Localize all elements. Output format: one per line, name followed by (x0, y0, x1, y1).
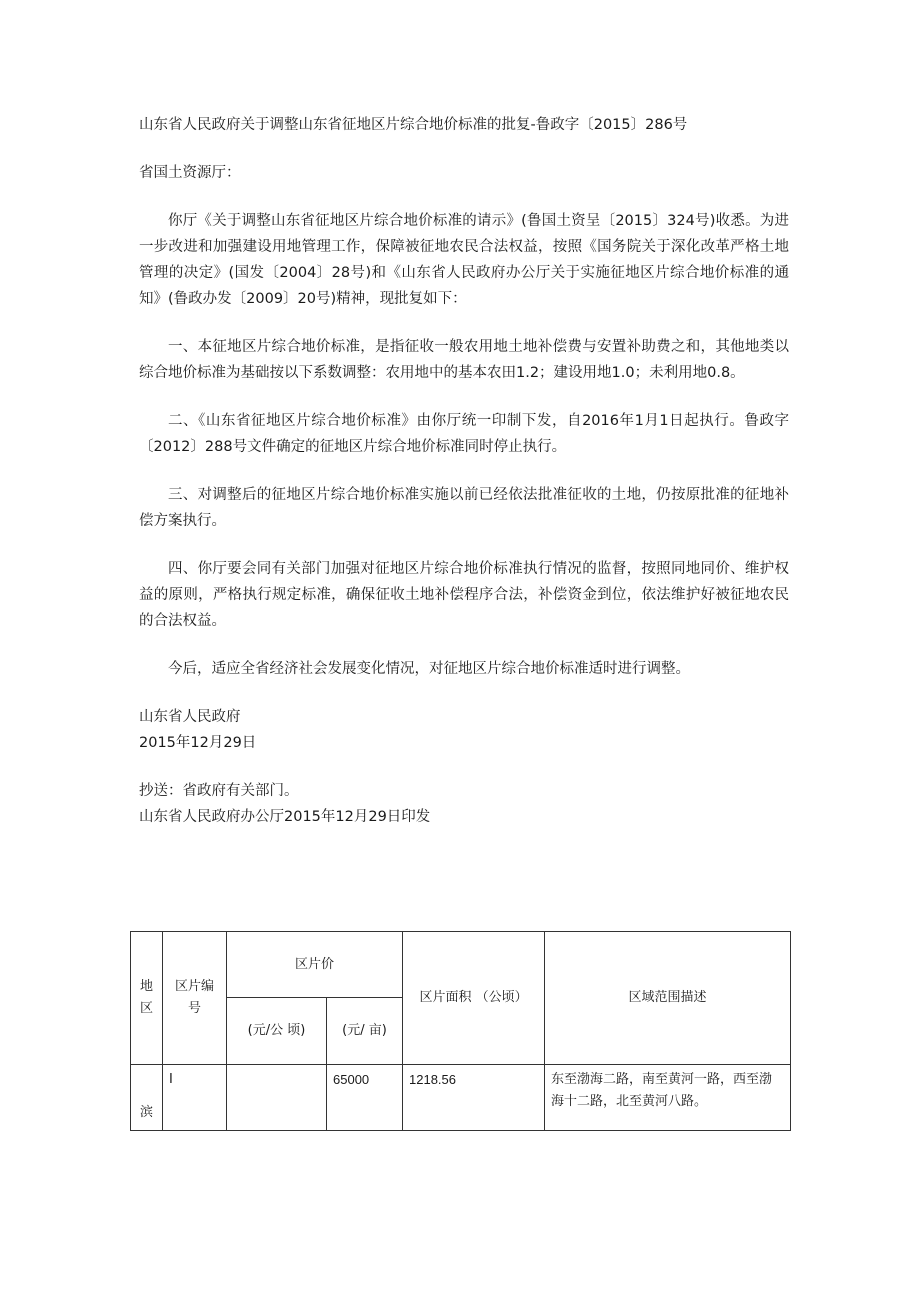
header-zone-no: 区片编号 (163, 932, 227, 1065)
paragraph-4: 四、你厅要会同有关部门加强对征地区片综合地价标准执行情况的监督，按照同地同价、维护权益的原则，严格执行规定标准，确保征收土地补偿程序合法，补偿资金到位，依法维护好被征地农民的合法权益。 (139, 561, 789, 629)
zone-price-table (130, 931, 791, 1131)
header-unit-mu: (元/ 亩) (327, 998, 403, 1065)
header-area: 区片面积 （公顷） (403, 932, 545, 1065)
header-unit-hectare: (元/公 顷) (227, 998, 327, 1065)
paragraph-closing: 今后，适应全省经济社会发展变化情况，对征地区片综合地价标准适时进行调整。 (168, 661, 690, 677)
header-region: 地区 (131, 932, 163, 1065)
cell-price-hectare (227, 1065, 327, 1131)
cell-area: 1218.56 (403, 1065, 545, 1131)
paragraph-2: 二、《山东省征地区片综合地价标准》由你厅统一印制下发，自2016年1月1日起执行。鲁政字〔2012〕288号文件确定的征地区片综合地价标准同时停止执行。 (139, 413, 789, 455)
issue-date: 2015年12月29日 (139, 735, 257, 751)
cell-price-mu: 65000 (327, 1065, 403, 1131)
document-body (139, 112, 789, 830)
header-description: 区域范围描述 (545, 932, 791, 1065)
issuer: 山东省人民政府 (139, 709, 241, 725)
print-note: 山东省人民政府办公厅2015年12月29日印发 (139, 809, 431, 825)
cell-region: 滨 (131, 1065, 163, 1131)
document-title: 山东省人民政府关于调整山东省征地区片综合地价标准的批复-鲁政字〔2015〕286号 (139, 117, 688, 133)
table-row (131, 1065, 791, 1131)
cc-line: 抄送：省政府有关部门。 (139, 783, 299, 799)
addressee: 省国土资源厅： (139, 165, 241, 181)
cell-description: 东至渤海二路，南至黄河一路，西至渤海十二路，北至黄河八路。 (545, 1065, 791, 1131)
header-zone-price: 区片价 (227, 932, 403, 998)
paragraph-intro: 你厅《关于调整山东省征地区片综合地价标准的请示》(鲁国土资呈〔2015〕324号)收悉。为进一步改进和加强建设用地管理工作，保障被征地农民合法权益，按照《国务院关于深化改革严格土地管理的决定》(国发〔2004〕28号)和《山东省人民政府办公厅关于实施征地区片综合地价标准的通知》(鲁政办发〔2009〕20号)精神，现批复如下： (139, 213, 789, 307)
cell-zone-no: Ⅰ (163, 1065, 227, 1131)
paragraph-3: 三、对调整后的征地区片综合地价标准实施以前已经依法批准征收的土地，仍按原批准的征地补偿方案执行。 (139, 487, 789, 529)
paragraph-1: 一、本征地区片综合地价标准，是指征收一般农用地土地补偿费与安置补助费之和，其他地类以综合地价标准为基础按以下系数调整：农用地中的基本农田1.2；建设用地1.0；未利用地0.8。 (139, 339, 789, 381)
